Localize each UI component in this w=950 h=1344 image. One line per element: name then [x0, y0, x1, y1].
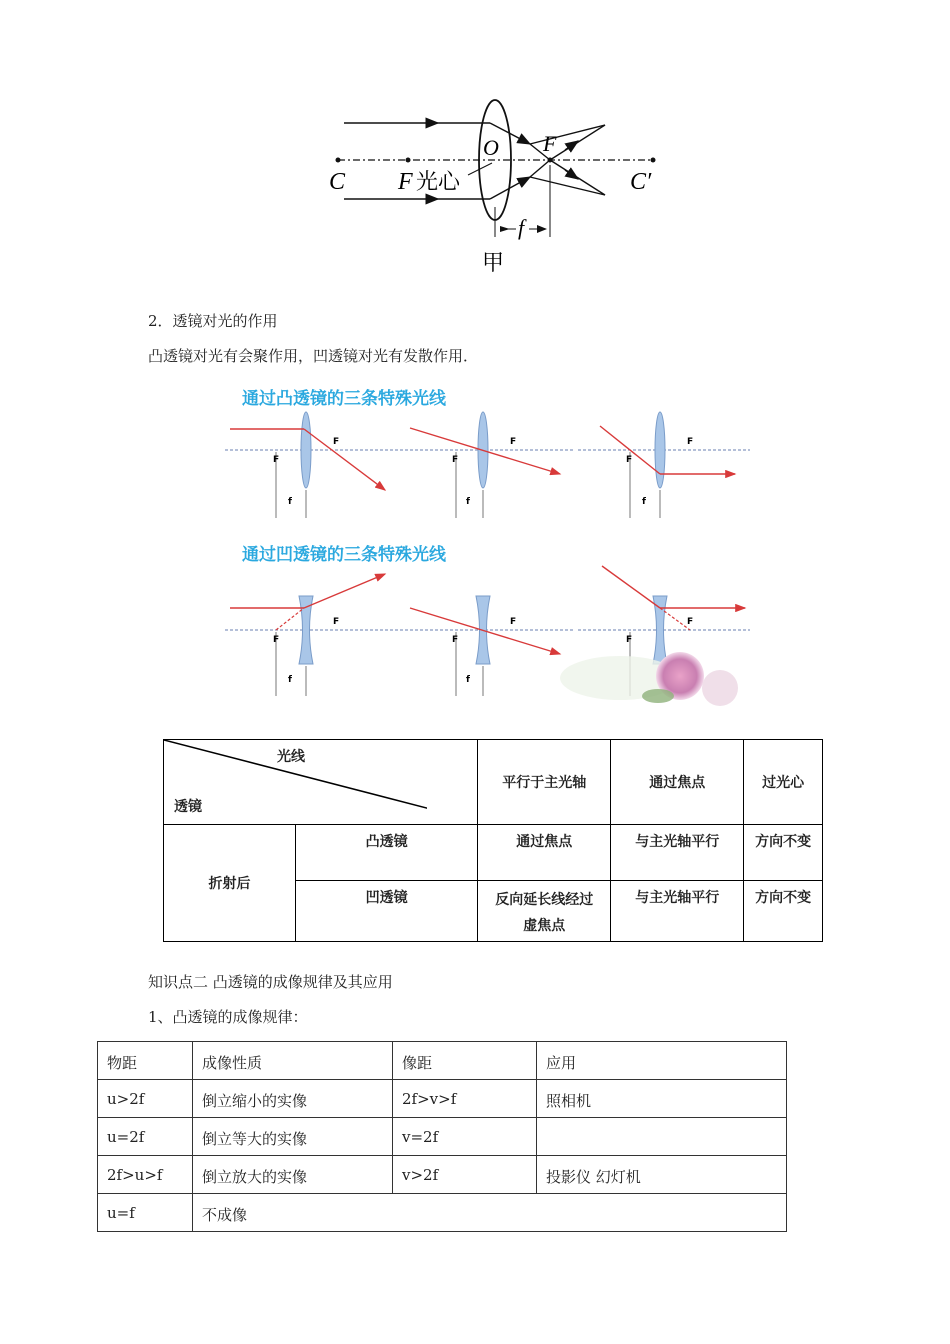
table-cell: 2f>u>f: [98, 1156, 193, 1194]
table-cell: [537, 1118, 787, 1156]
svg-text:f: f: [288, 497, 292, 507]
svg-text:F: F: [273, 635, 280, 645]
label-C-prime: C′: [630, 169, 652, 195]
svg-text:F: F: [510, 617, 517, 627]
label-O: O: [483, 135, 499, 160]
cell-concave-parallel: [478, 881, 611, 942]
svg-text:f: f: [466, 497, 470, 507]
cell-convex-parallel: 通过焦点: [478, 825, 611, 881]
table-cell: 倒立等大的实像: [193, 1118, 393, 1156]
table-cell: v>2f: [393, 1156, 537, 1194]
header-through-focus: 通过焦点: [611, 740, 744, 825]
section-heading-2: 2．透镜对光的作用: [148, 312, 278, 330]
imaging-rules-table: [97, 1041, 787, 1232]
label-F-top: F: [543, 131, 557, 156]
svg-text:F: F: [273, 455, 280, 465]
row-group-label: 折射后: [164, 825, 296, 942]
corner-lens-label: 透镜: [174, 799, 202, 815]
svg-text:F: F: [626, 635, 633, 645]
table-cell: 投影仪 幻灯机: [537, 1156, 787, 1194]
header-through-center: 过光心: [744, 740, 823, 825]
cell-convex-focus: 与主光轴平行: [611, 825, 744, 881]
section-text-2: 凸透镜对光有会聚作用，凹透镜对光有发散作用．: [148, 347, 479, 365]
cell-concave-parallel-text: 反向延长线经过虚焦点: [495, 892, 594, 934]
label-C: C: [329, 169, 346, 195]
svg-text:F: F: [452, 455, 459, 465]
imaging-rules-subheading: 1、凸透镜的成像规律：: [148, 1008, 308, 1026]
header-parallel: 平行于主光轴: [478, 740, 611, 825]
header-application: 应用: [537, 1042, 787, 1080]
table-cell: u=2f: [98, 1118, 193, 1156]
cell-concave-center: 方向不变: [744, 881, 823, 942]
svg-text:F: F: [626, 455, 633, 465]
label-f: f: [518, 215, 525, 240]
svg-text:f: f: [642, 497, 646, 507]
svg-text:F: F: [687, 437, 694, 447]
rays-summary-table: [163, 739, 823, 942]
svg-text:F: F: [333, 437, 340, 447]
corner-light-label: 光线: [277, 749, 305, 765]
table-cell: 不成像: [193, 1194, 787, 1232]
svg-text:F: F: [510, 437, 517, 447]
label-F-left: F: [398, 169, 413, 195]
table-cell: 倒立放大的实像: [193, 1156, 393, 1194]
table-cell: 2f>v>f: [393, 1080, 537, 1118]
concave-rays-title: 通过凹透镜的三条特殊光线: [242, 545, 446, 565]
header-image-nature: 成像性质: [193, 1042, 393, 1080]
table-cell: u>2f: [98, 1080, 193, 1118]
cell-convex-center: 方向不变: [744, 825, 823, 881]
header-object-distance: 物距: [98, 1042, 193, 1080]
table-cell: u=f: [98, 1194, 193, 1232]
special-rays-figure: [220, 378, 756, 712]
svg-text:F: F: [333, 617, 340, 627]
header-image-distance: 像距: [393, 1042, 537, 1080]
row-concave-label: 凹透镜: [296, 881, 478, 942]
cell-concave-focus: 与主光轴平行: [611, 881, 744, 942]
table-cell: 照相机: [537, 1080, 787, 1118]
table-corner-cell: [164, 740, 478, 825]
svg-text:F: F: [452, 635, 459, 645]
row-convex-label: 凸透镜: [296, 825, 478, 881]
label-jia: 甲: [482, 251, 505, 276]
svg-text:f: f: [466, 675, 470, 685]
table-cell: 倒立缩小的实像: [193, 1080, 393, 1118]
convex-rays-title: 通过凸透镜的三条特殊光线: [242, 389, 446, 409]
svg-text:f: f: [288, 675, 292, 685]
table-cell: v=2f: [393, 1118, 537, 1156]
label-guangxin: 光心: [416, 170, 461, 195]
knowledge-point-heading: 知识点二 凸透镜的成像规律及其应用: [148, 973, 393, 991]
convex-lens-diagram: [320, 95, 670, 280]
svg-text:F: F: [687, 617, 694, 627]
